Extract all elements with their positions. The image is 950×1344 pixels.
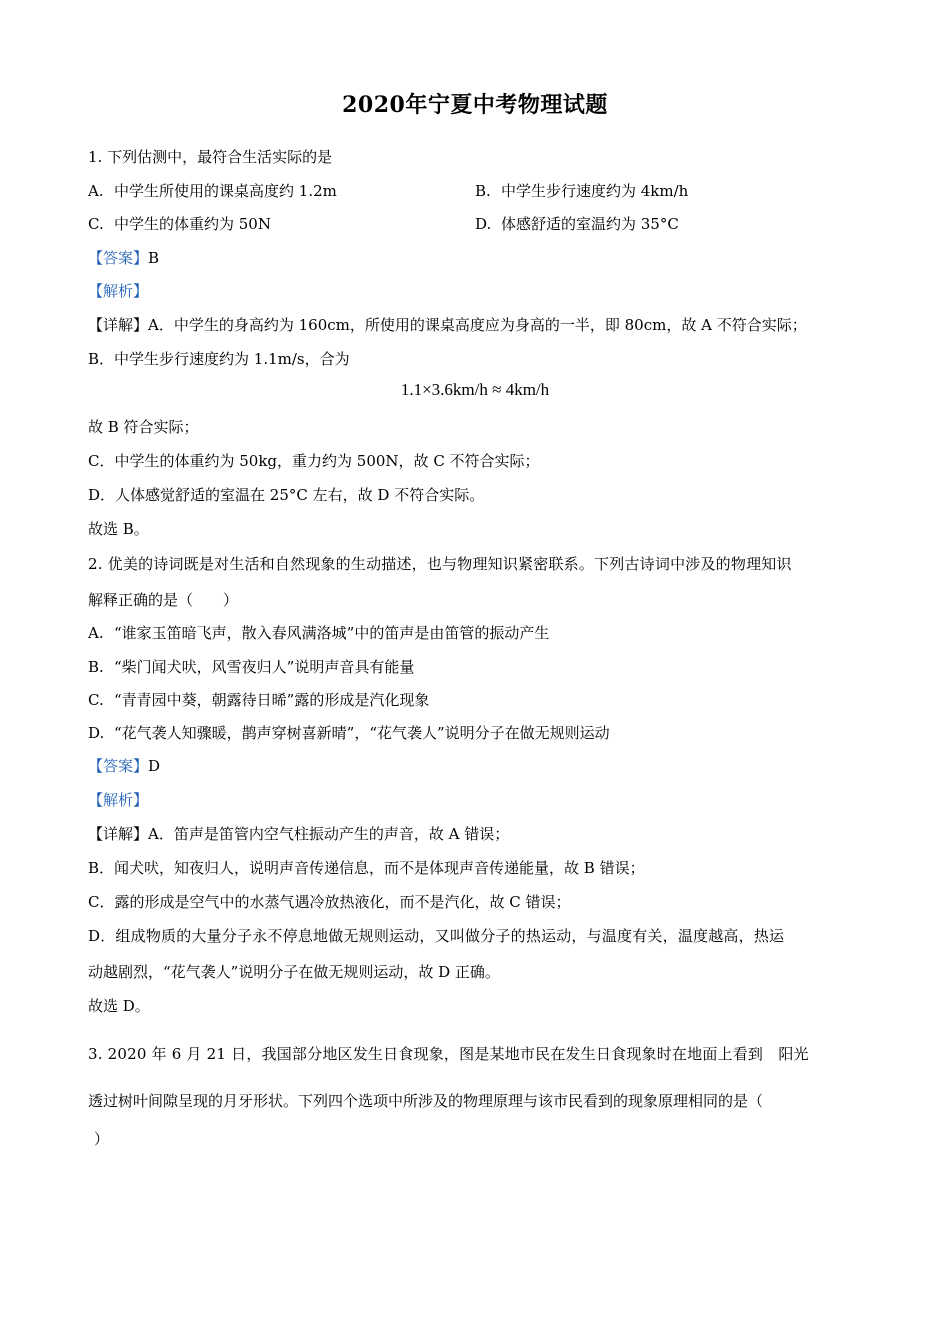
q2-conclusion: 故选 D。 (88, 997, 150, 1015)
q1-option-a-text: 中学生所使用的课桌高度约 1.2m (114, 182, 337, 200)
q2-analysis-label: 【解析】 (88, 791, 149, 809)
q1-detail-d: D．人体感觉舒适的室温在 25°C 左右，故 D 不符合实际。 (88, 486, 485, 504)
q2-option-a (88, 622, 549, 643)
q1-option-b-text: 中学生步行速度约为 4km/h (501, 182, 689, 200)
q1-option-c-text: 中学生的体重约为 50N (114, 215, 271, 233)
q1-option-b (475, 180, 688, 201)
q1-detail-c: C．中学生的体重约为 50kg，重力约为 500N，故 C 不符合实际； (88, 452, 540, 470)
q2-stem-line1: 2. 优美的诗词既是对生活和自然现象的生动描述，也与物理知识紧密联系。下列古诗词中涉及的物理知识 (88, 555, 792, 573)
q2-option-b-letter: B. (88, 658, 104, 676)
q2-option-d (88, 722, 610, 743)
q1-answer-value: B (148, 249, 160, 267)
q1-detail-label: 【详解】 (88, 316, 149, 334)
q1-stem: 1. 下列估测中，最符合生活实际的是 (88, 148, 333, 166)
page-title: 2020年宁夏中考物理试题 (342, 92, 608, 118)
q2-answer-value: D (148, 757, 161, 775)
q2-detail-label: 【详解】 (88, 825, 149, 843)
q1-answer-label: 【答案】 (88, 249, 149, 267)
q1-detail-a-text: A．中学生的身高约为 160cm，所使用的课桌高度应为身高的一半，即 80cm，故 A 不符合实际； (148, 316, 807, 334)
q1-option-b-letter: B. (475, 182, 491, 200)
q2-option-a-text: “谁家玉笛暗飞声，散入春风满洛城”中的笛声是由笛管的振动产生 (114, 624, 550, 642)
q1-option-d-letter: D. (475, 215, 492, 233)
q1-option-d-text: 体感舒适的室温约为 35°C (501, 215, 679, 233)
q2-option-c (88, 689, 429, 710)
q2-detail-d-line2: 动越剧烈，“花气袭人”说明分子在做无规则运动，故 D 正确。 (88, 963, 500, 981)
q2-answer-label: 【答案】 (88, 757, 149, 775)
q1-conclusion: 故选 B。 (88, 520, 149, 538)
q1-detail-b-conclusion: 故 B 符合实际； (88, 418, 199, 436)
q1-answer (88, 247, 159, 268)
q2-option-d-letter: D. (88, 724, 105, 742)
q1-option-d (475, 213, 679, 234)
q2-detail-b: B．闻犬吠，知夜归人，说明声音传递信息，而不是体现声音传递能量，故 B 错误； (88, 859, 645, 877)
q2-detail-c: C．露的形成是空气中的水蒸气遇冷放热液化，而不是汽化，故 C 错误； (88, 893, 571, 911)
q1-option-a-letter: A. (88, 182, 104, 200)
q1-detail-a (88, 314, 807, 335)
q1-analysis-label: 【解析】 (88, 282, 149, 300)
q2-option-c-letter: C. (88, 691, 104, 709)
q2-stem-line2: 解释正确的是（ ） (88, 591, 239, 609)
q2-detail-a (88, 823, 509, 844)
q1-formula: 1.1×3.6km/h ≈ 4km/h (400, 380, 550, 399)
q2-detail-a-text: A．笛声是笛管内空气柱振动产生的声音，故 A 错误； (148, 825, 510, 843)
q2-option-a-letter: A. (88, 624, 104, 642)
q2-option-d-text: “花气袭人知骤暖，鹊声穿树喜新晴”，“花气袭人”说明分子在做无规则运动 (114, 724, 610, 742)
q2-option-b-text: “柴门闻犬吠，风雪夜归人”说明声音具有能量 (114, 658, 415, 676)
q2-answer (88, 755, 160, 776)
q3-stem-line3: ） (94, 1130, 110, 1148)
q1-option-a (88, 180, 337, 201)
q3-stem-line2: 透过树叶间隙呈现的月牙形状。下列四个选项中所涉及的物理原理与该市民看到的现象原理相同的是（ (88, 1092, 764, 1110)
q2-option-b (88, 656, 414, 677)
q2-detail-d-line1: D．组成物质的大量分子永不停息地做无规则运动，又叫做分子的热运动，与温度有关，温度越高，热运 (88, 927, 785, 945)
q1-detail-b: B．中学生步行速度约为 1.1m/s，合为 (88, 350, 350, 368)
q1-option-c (88, 213, 271, 234)
q1-option-c-letter: C. (88, 215, 104, 233)
q3-stem-line1: 3. 2020 年 6 月 21 日，我国部分地区发生日食现象，图是某地市民在发生日食现象时在地面上看到 阳光 (88, 1045, 809, 1063)
q2-option-c-text: “青青园中葵，朝露待日晞”露的形成是汽化现象 (114, 691, 430, 709)
